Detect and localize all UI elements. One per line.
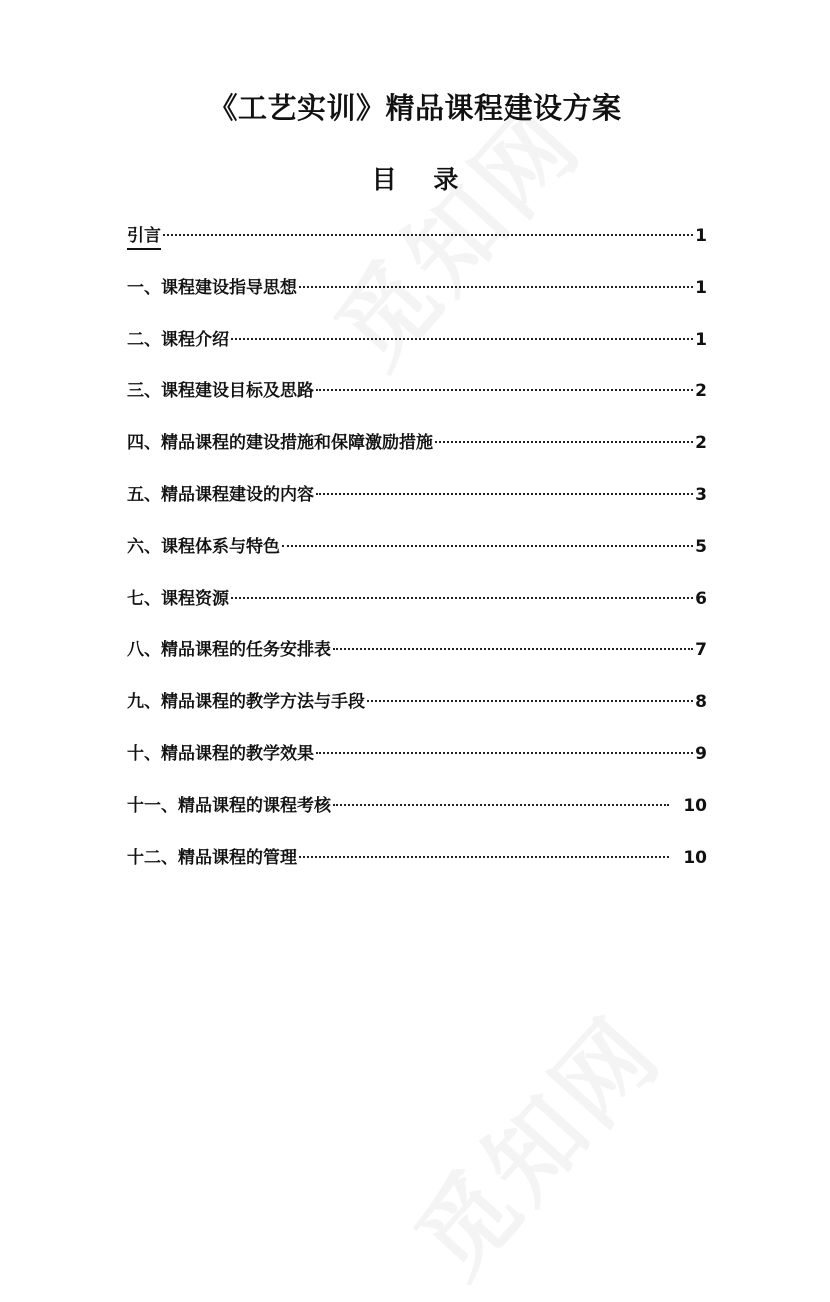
toc-dot-leader [316, 493, 693, 495]
toc-entry-label: 一、课程建设指导思想 [127, 277, 297, 298]
toc-entry-11[interactable] [127, 791, 707, 843]
toc-dot-leader [316, 752, 693, 754]
toc-entry-12[interactable] [127, 843, 707, 895]
toc-entry-1[interactable] [127, 273, 707, 325]
toc-entry-page: 3 [695, 484, 707, 505]
toc-entry-6[interactable] [127, 532, 707, 584]
watermark [380, 983, 687, 1302]
toc-entry-3[interactable] [127, 376, 707, 428]
toc-dot-leader [435, 441, 693, 443]
toc-entry-label: 八、精品课程的任务安排表 [127, 640, 331, 661]
toc-entry-page: 2 [695, 381, 707, 402]
toc-entry-label: 十一、精品课程的课程考核 [127, 795, 331, 816]
toc-entry-page: 7 [695, 640, 707, 661]
toc-entry-page: 10 [683, 847, 707, 868]
toc-entry-9[interactable] [127, 687, 707, 739]
toc-entry-label: 引言 [127, 224, 161, 250]
toc-entry-label: 三、课程建设目标及思路 [127, 381, 314, 402]
toc-dot-leader [333, 804, 669, 806]
toc-entry-10[interactable] [127, 739, 707, 791]
toc-entry-label: 七、课程资源 [127, 588, 229, 609]
toc-dot-leader [316, 389, 693, 391]
toc-entry-page: 1 [695, 329, 707, 350]
toc-entry-label: 十二、精品课程的管理 [127, 847, 297, 868]
toc-entry-page: 8 [695, 692, 707, 713]
toc-dot-leader [299, 286, 693, 288]
toc-entry-8[interactable] [127, 635, 707, 687]
toc-dot-leader [231, 597, 693, 599]
toc-dot-leader [367, 700, 693, 702]
toc-entry-label: 十、精品课程的教学效果 [127, 743, 314, 764]
toc-entry-label: 九、精品课程的教学方法与手段 [127, 692, 365, 713]
table-of-contents [127, 221, 707, 894]
toc-entry-label: 五、精品课程建设的内容 [127, 484, 314, 505]
toc-dot-leader [299, 856, 669, 858]
toc-entry-introduction[interactable] [127, 221, 707, 273]
toc-dot-leader [231, 338, 693, 340]
toc-entry-page: 2 [695, 433, 707, 454]
toc-dot-leader [333, 648, 693, 650]
toc-entry-page: 5 [695, 536, 707, 557]
toc-entry-page: 10 [683, 795, 707, 816]
toc-entry-label: 四、精品课程的建设措施和保障激励措施 [127, 433, 433, 454]
document-title: 《工艺实训》精品课程建设方案 [208, 91, 622, 125]
toc-entry-2[interactable] [127, 325, 707, 377]
toc-entry-7[interactable] [127, 584, 707, 636]
toc-entry-page: 1 [695, 226, 707, 246]
toc-dot-leader [163, 234, 693, 236]
toc-entry-4[interactable] [127, 428, 707, 480]
toc-dot-leader [282, 545, 693, 547]
toc-entry-page: 9 [695, 743, 707, 764]
toc-entry-label: 二、课程介绍 [127, 329, 229, 350]
toc-entry-page: 6 [695, 588, 707, 609]
toc-entry-page: 1 [695, 277, 707, 298]
toc-heading: 目 录 [371, 165, 473, 194]
toc-entry-label: 六、课程体系与特色 [127, 536, 280, 557]
toc-entry-5[interactable] [127, 480, 707, 532]
